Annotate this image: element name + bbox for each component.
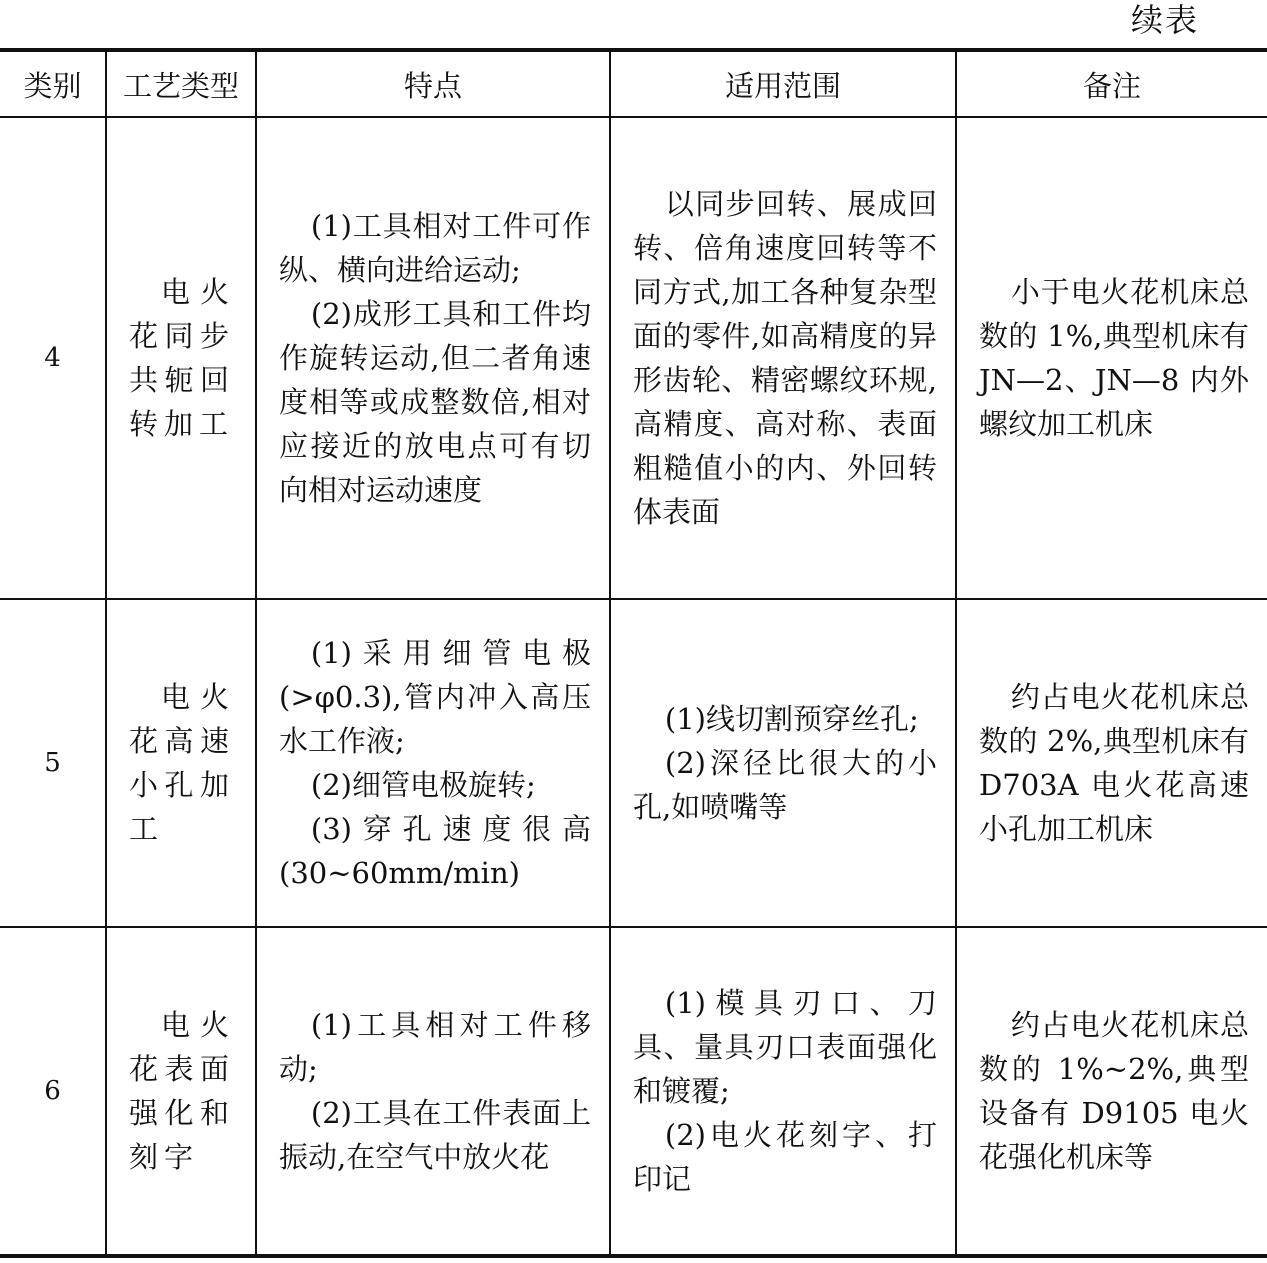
remarks-item: 约占电火花机床总数的 1%~2%,典型设备有 D9105 电火花强化机床等 xyxy=(979,1008,1249,1174)
table-header-row xyxy=(0,50,1267,117)
process-type-text: 电火花表面强化和刻字 xyxy=(129,1008,235,1174)
row-remarks xyxy=(956,117,1267,599)
process-type-text: 电火花高速小孔加工 xyxy=(129,680,235,846)
row-process-type xyxy=(106,599,256,927)
scope-item: (1)模具刃口、刀具、量具刃口表面强化和镀覆; xyxy=(633,986,937,1108)
scope-item: 以同步回转、展成回转、倍角速度回转等不同方式,加工各种复杂型面的零件,如高精度的异形齿轮、精密螺纹环规,高精度、高对称、表面粗糙值小的内、外回转体表面 xyxy=(633,187,937,529)
header-scope: 适用范围 xyxy=(610,50,956,117)
row-features xyxy=(256,117,610,599)
header-features: 特点 xyxy=(256,50,610,117)
table-continued-caption: 续表 xyxy=(1130,1,1199,39)
table-row xyxy=(0,599,1267,927)
feature-item: (3)穿孔速度很高(30~60mm/min) xyxy=(279,812,591,890)
feature-item: (2)细管电极旋转; xyxy=(310,768,536,802)
header-remarks: 备注 xyxy=(956,50,1267,117)
table-row xyxy=(0,927,1267,1256)
row-features xyxy=(256,927,610,1256)
process-type-text: 电火花同步共轭回转加工 xyxy=(129,275,235,441)
feature-item: (1)工具相对工件移动; xyxy=(279,1008,591,1086)
row-process-type xyxy=(106,117,256,599)
remarks-item: 小于电火花机床总数的 1%,典型机床有 JN—2、JN—8 内外螺纹加工机床 xyxy=(979,275,1249,441)
header-category: 类别 xyxy=(0,50,106,117)
header-process-type: 工艺类型 xyxy=(106,50,256,117)
row-remarks xyxy=(956,599,1267,927)
row-category: 6 xyxy=(0,927,106,1256)
feature-item: (1)采用细管电极(>φ0.3),管内冲入高压水工作液; xyxy=(279,636,591,758)
table-row xyxy=(0,117,1267,599)
scope-item: (1)线切割预穿丝孔; xyxy=(664,702,919,736)
row-scope xyxy=(610,599,956,927)
row-process-type xyxy=(106,927,256,1256)
row-remarks xyxy=(956,927,1267,1256)
row-scope xyxy=(610,117,956,599)
remarks-item: 约占电火花机床总数的 2%,典型机床有 D703A 电火花高速小孔加工机床 xyxy=(979,680,1249,846)
scope-item: (2)深径比很大的小孔,如喷嘴等 xyxy=(633,746,937,824)
feature-item: (1)工具相对工件可作纵、横向进给运动; xyxy=(279,209,591,287)
feature-item: (2)工具在工件表面上振动,在空气中放火花 xyxy=(279,1096,591,1174)
row-category: 4 xyxy=(0,117,106,599)
process-table xyxy=(0,48,1267,1258)
row-features xyxy=(256,599,610,927)
scope-item: (2)电火花刻字、打印记 xyxy=(633,1118,937,1196)
row-category: 5 xyxy=(0,599,106,927)
feature-item: (2)成形工具和工件均作旋转运动,但二者角速度相等或成整数倍,相对应接近的放电点可有切向相对运动速度 xyxy=(279,297,591,507)
row-scope xyxy=(610,927,956,1256)
